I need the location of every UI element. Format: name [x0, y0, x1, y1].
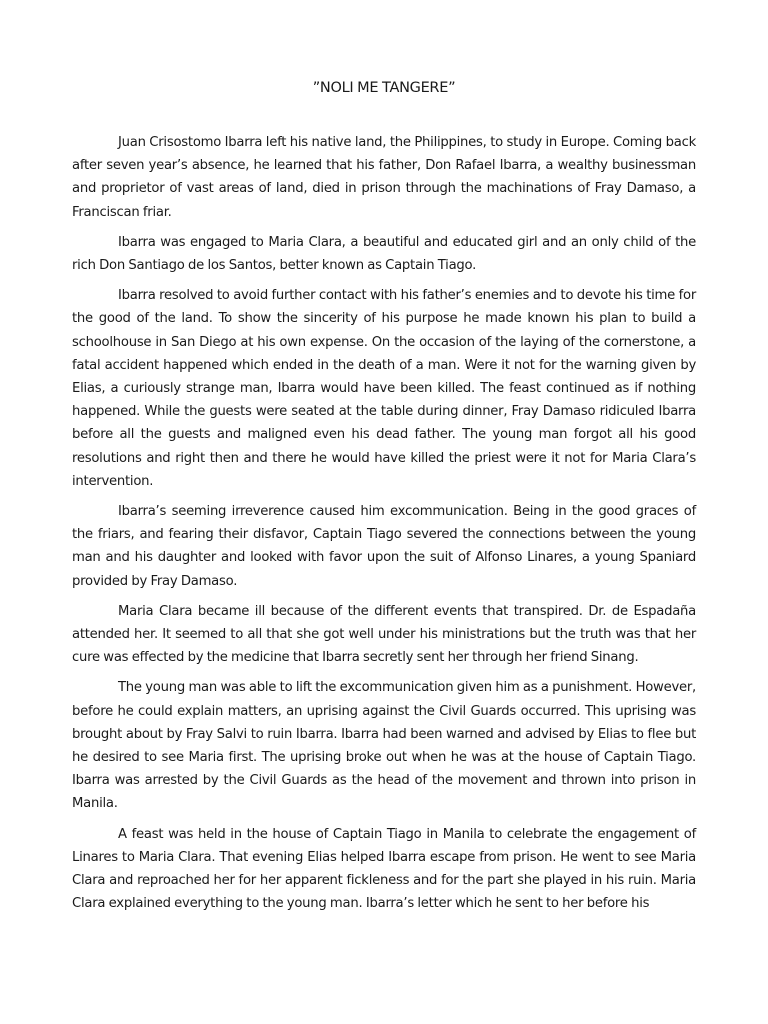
paragraph: A feast was held in the house of Captain Tiago in Manila to celebrate the engagement of Linares to Maria Clara. That evening Elias helped Ibarra escape from prison. He went to see Maria Clara and reproached her for her apparent fickleness and for the part she played in his ruin. Maria Clara explained everything to the young man. Ibarra’s letter which he sent to her before his [72, 826, 696, 912]
paragraph: Maria Clara became ill because of the different events that transpired. Dr. de Espadaña attended her. It seemed to all that she got well under his ministrations but the truth was that her cure was effected by the medicine that Ibarra secretly sent her through her friend Sinang. [72, 603, 696, 666]
document-body [72, 131, 696, 923]
paragraph: Ibarra resolved to avoid further contact with his father’s enemies and to devote his time for the good of the land. To show the sincerity of his purpose he made known his plan to build a schoolhouse in San Diego at his own expense. On the occasion of the laying of the cornerstone, a fatal accident happened which ended in the death of a man. Were it not for the warning given by Elias, a curiously strange man, Ibarra would have been killed. The feast continued as if nothing happened. While the guests were seated at the table during dinner, Fray Damaso ridiculed Ibarra before all the guests and maligned even his dead father. The young man forgot all his good resolutions and right then and there he would have killed the priest were it not for Maria Clara’s intervention. [72, 288, 696, 489]
paragraph: Juan Crisostomo Ibarra left his native land, the Philippines, to study in Europe. Coming back after seven year’s absence, he learned that his father, Don Rafael Ibarra, a wealthy businessman and proprietor of vast areas of land, died in prison through the machinations of Fray Damaso, a Franciscan friar. [72, 135, 696, 220]
paragraph: The young man was able to lift the excommunication given him as a punishment. However, before he could explain matters, an uprising against the Civil Guards occurred. This uprising was brought about by Fray Salvi to ruin Ibarra. Ibarra had been warned and advised by Elias to flee but he desired to see Maria first. The uprising broke out when he was at the house of Captain Tiago. Ibarra was arrested by the Civil Guards as the head of the movement and thrown into prison in Manila. [72, 680, 696, 812]
paragraph: Ibarra was engaged to Maria Clara, a beautiful and educated girl and an only child of the rich Don Santiago de los Santos, better known as Captain Tiago. [72, 234, 696, 274]
paragraph: Ibarra’s seeming irreverence caused him excommunication. Being in the good graces of the friars, and fearing their disfavor, Captain Tiago severed the connections between the young man and his daughter and looked with favor upon the suit of Alfonso Linares, a young Spaniard provided by Fray Damaso. [72, 504, 696, 589]
document-title: ”NOLI ME TANGERE” [312, 80, 456, 96]
